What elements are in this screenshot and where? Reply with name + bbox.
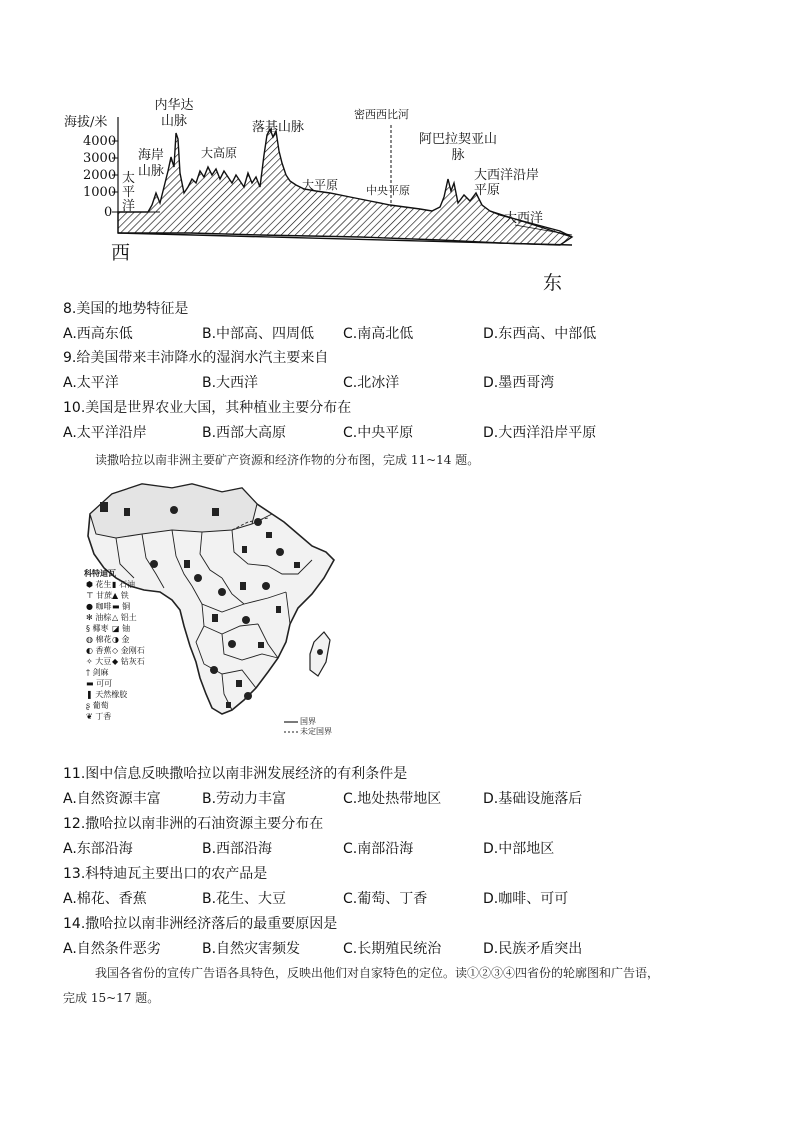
y-tick-3000: 3000 xyxy=(83,151,117,166)
option-b[interactable]: B.花生、大豆 xyxy=(202,891,287,907)
legend-crop-coffee: ● 咖啡 xyxy=(86,602,112,611)
legend-crop-cotton: ◍ 棉花 xyxy=(86,635,112,644)
option-c[interactable]: C.地处热带地区 xyxy=(343,791,442,807)
intro-provinces-line1: 我国各省份的宣传广告语各具特色，反映出他们对自家特色的定位。读①②③④四省份的轮廓图和广告语， xyxy=(95,966,660,980)
question-stem: 9.给美国带来丰沛降水的湿润水汽主要来自 xyxy=(63,350,329,366)
option-a[interactable]: A.自然资源丰富 xyxy=(63,791,161,807)
legend-crop-sugarcane: ⊤ 甘蔗 xyxy=(86,591,113,600)
y-tick-2000: 2000 xyxy=(83,168,117,183)
legend-mineral-copper: ▬ 铜 xyxy=(112,602,131,611)
question-stem: 13.科特迪瓦主要出口的农产品是 xyxy=(63,866,268,882)
question-stem: 10.美国是世界农业大国，其种植业主要分布在 xyxy=(63,400,352,416)
legend-crop-sisal: † 剑麻 xyxy=(86,668,109,677)
legend-crop-banana: ◐ 香蕉 xyxy=(86,646,112,655)
legend-crop-cocoa: ▬ 可可 xyxy=(86,679,113,688)
legend-mineral-uranium: ◪ 铀 xyxy=(112,624,131,633)
label-west: 西 xyxy=(111,242,131,264)
label-coast-range: 海岸山脉 xyxy=(138,148,165,179)
option-b[interactable]: B.自然灾害频发 xyxy=(202,941,301,957)
option-c[interactable]: C.南部沿海 xyxy=(343,841,414,857)
option-b[interactable]: B.劳动力丰富 xyxy=(202,791,287,807)
label-atlantic-coastal-plain: 大西洋沿岸平原 xyxy=(474,168,540,198)
label-great-plateau: 大高原 xyxy=(201,146,238,160)
legend-title: 科特迪瓦 xyxy=(84,568,116,578)
legend-mineral-diamond: ◇ 金刚石 xyxy=(112,646,145,655)
option-d[interactable]: D.基础设施落后 xyxy=(483,791,583,807)
option-d[interactable]: D.民族矛盾突出 xyxy=(483,941,583,957)
option-c[interactable]: C.中央平原 xyxy=(343,425,414,441)
option-d[interactable]: D.墨西哥湾 xyxy=(483,375,555,391)
legend-mineral-gold: ◑ 金 xyxy=(112,635,130,644)
legend-crop-soybean: ✧ 大豆 xyxy=(86,657,112,666)
question-stem: 11.图中信息反映撒哈拉以南非洲发展经济的有利条件是 xyxy=(63,766,408,782)
option-d[interactable]: D.大西洋沿岸平原 xyxy=(483,425,597,441)
legend-mineral-bauxite: △ 铝土 xyxy=(112,613,137,622)
label-atlantic: 大西洋 xyxy=(504,211,544,226)
question-stem: 14.撒哈拉以南非洲经济落后的最重要原因是 xyxy=(63,916,338,932)
legend-crop-peanut: ⬢ 花生 xyxy=(86,580,112,589)
legend-undefined-boundary: 未定国界 xyxy=(300,727,332,736)
option-a[interactable]: A.西高东低 xyxy=(63,326,133,342)
legend-crop-rubber: ❚ 天然橡胶 xyxy=(86,690,128,699)
legend-crop-oilpalm: ✻ 油棕 xyxy=(86,613,112,622)
intro-provinces-line2: 完成 15~17 题。 xyxy=(63,991,160,1005)
y-tick-1000: 1000 xyxy=(83,185,117,200)
option-a[interactable]: A.棉花、香蕉 xyxy=(63,891,147,907)
label-appalachian: 阿巴拉契亚山脉 xyxy=(418,132,497,163)
option-c[interactable]: C.北冰洋 xyxy=(343,375,400,391)
option-d[interactable]: D.东西高、中部低 xyxy=(483,326,597,342)
legend-crop-date: § 椰枣 xyxy=(86,624,109,633)
legend-boundary: 国界 xyxy=(300,717,316,726)
label-mississippi: 密西西比河 xyxy=(354,108,409,121)
option-c[interactable]: C.葡萄、丁香 xyxy=(343,891,428,907)
option-d[interactable]: D.咖啡、可可 xyxy=(483,891,569,907)
option-b[interactable]: B.西部大高原 xyxy=(202,425,287,441)
option-c[interactable]: C.长期殖民统治 xyxy=(343,941,442,957)
label-east: 东 xyxy=(543,272,563,294)
label-pacific: 太平洋 xyxy=(122,171,136,214)
legend-crop-clove: ❦ 丁香 xyxy=(86,712,112,721)
option-c[interactable]: C.南高北低 xyxy=(343,326,414,342)
question-stem: 8.美国的地势特征是 xyxy=(63,301,189,317)
option-b[interactable]: B.大西洋 xyxy=(202,375,259,391)
option-a[interactable]: A.自然条件恶劣 xyxy=(63,941,161,957)
y-tick-4000: 4000 xyxy=(83,134,117,149)
question-stem: 12.撒哈拉以南非洲的石油资源主要分布在 xyxy=(63,816,324,832)
label-central-plain: 中央平原 xyxy=(366,184,410,197)
option-a[interactable]: A.太平洋 xyxy=(63,375,119,391)
option-b[interactable]: B.西部沿海 xyxy=(202,841,273,857)
option-d[interactable]: D.中部地区 xyxy=(483,841,555,857)
y-axis-title: 海拔/米 xyxy=(64,115,108,130)
legend-mineral-oil: ▮ 石油 xyxy=(112,580,135,589)
option-a[interactable]: A.太平洋沿岸 xyxy=(63,425,147,441)
legend-crop-grape: ʂ 葡萄 xyxy=(86,701,109,710)
y-tick-0: 0 xyxy=(104,205,113,220)
label-great-plains: 大平原 xyxy=(302,178,339,192)
option-a[interactable]: A.东部沿海 xyxy=(63,841,133,857)
legend-mineral-wollastonite: ◆ 钻灰石 xyxy=(112,657,145,666)
label-rocky: 落基山脉 xyxy=(252,120,305,135)
option-b[interactable]: B.中部高、四周低 xyxy=(202,326,315,342)
label-nevada: 内华达山脉 xyxy=(154,98,194,129)
legend-mineral-iron: ▲ 铁 xyxy=(112,591,129,600)
intro-africa: 读撒哈拉以南非洲主要矿产资源和经济作物的分布图，完成 11~14 题。 xyxy=(95,453,480,467)
